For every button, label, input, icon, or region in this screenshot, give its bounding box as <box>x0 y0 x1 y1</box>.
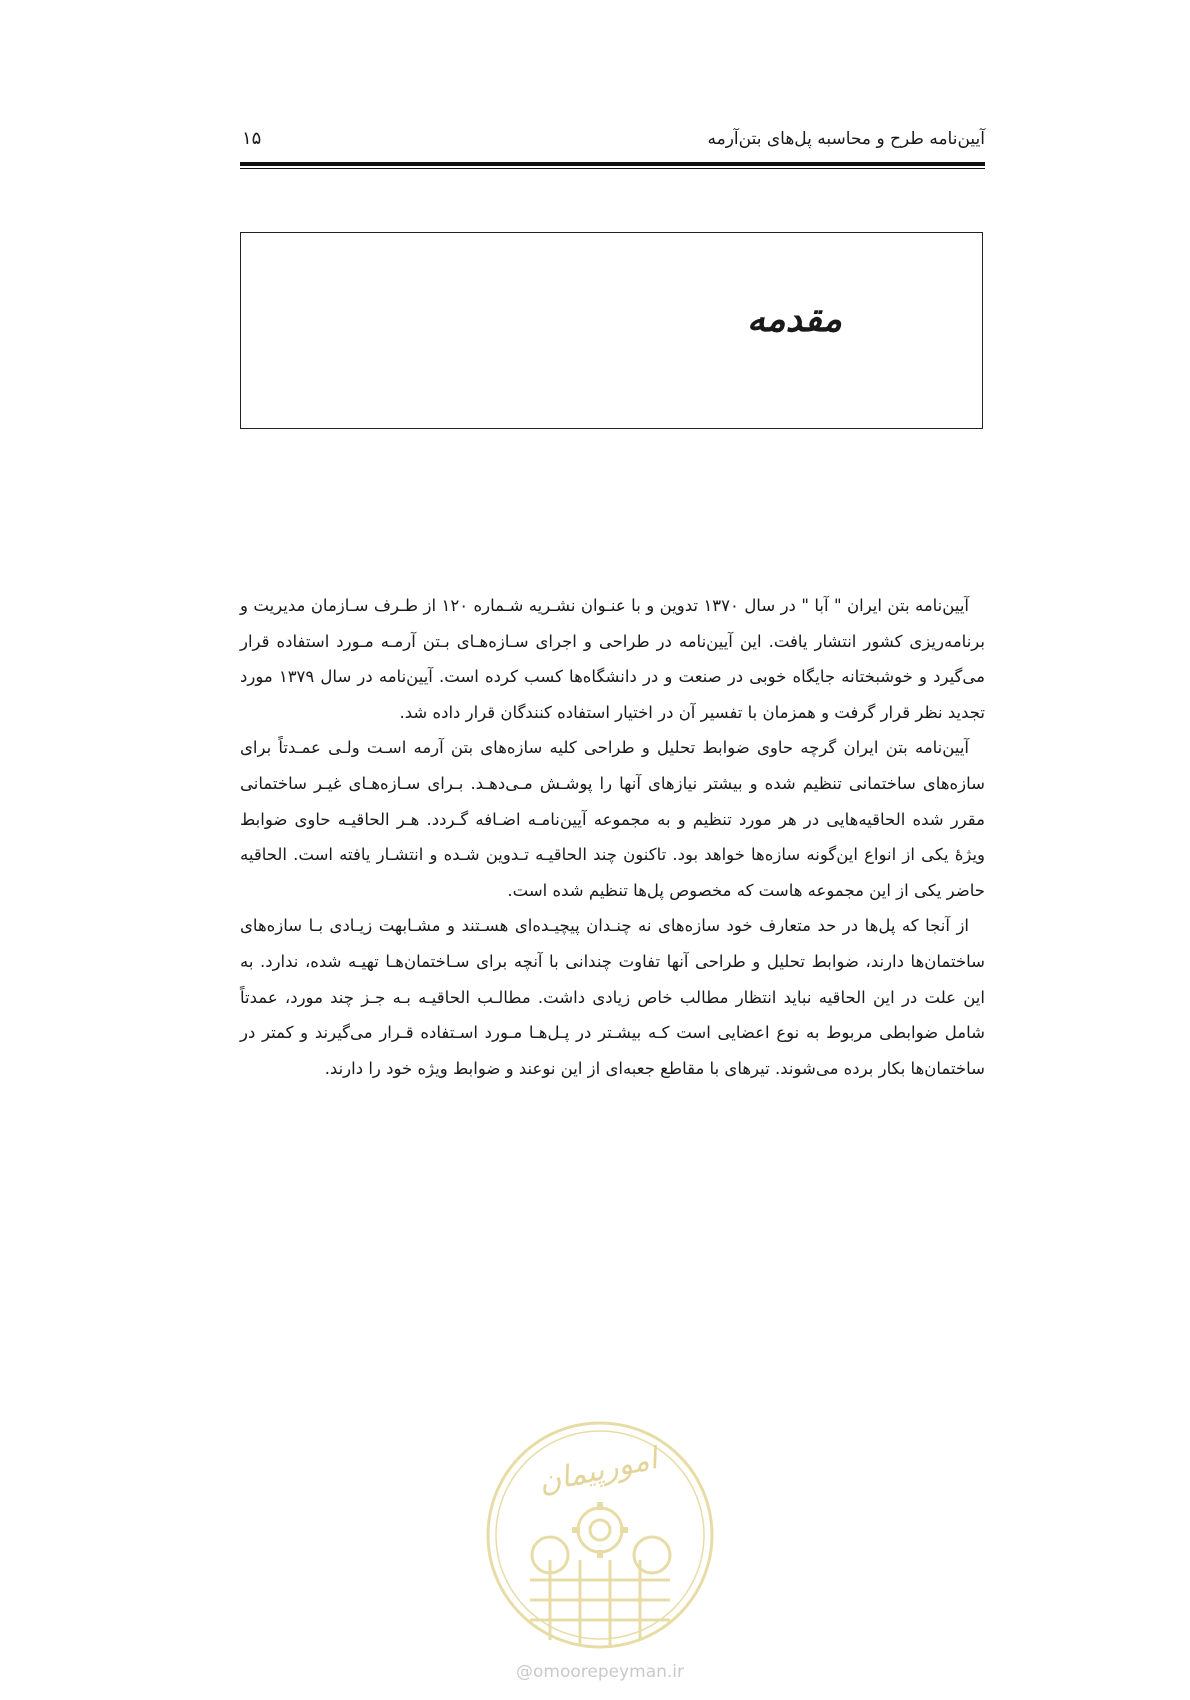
section-title: مقدمه <box>747 298 842 340</box>
paragraph: آیین‌نامه بتن ایران " آبا " در سال ۱۳۷۰ تدوین و با عنـوان نشـریه شـماره ۱۲۰ از طـرف سـازمان مدیریت و برنامه‌ریزی کشور انتشار یافت. این آیین‌نامه در طراحی و اجرای سـازه‌هـای بـتن آرمـه مـورد استفاده قرار می‌گیرد و خوشبختانه جایگاه خوبی در صنعت و در دانشگاه‌ها کسب کرده است. آیین‌نامه در سال ۱۳۷۹ مورد تجدید نظر قرار گرفت و همزمان با تفسیر آن در اختیار استفاده کنندگان قرار داده شد. <box>240 596 985 722</box>
paragraph: از آنجا که پل‌ها در حد متعارف خود سازه‌های نه چنـدان پیچیـده‌ای هسـتند و مشـابهت زیـادی بـا سازه‌های ساختمان‌ها دارند، ضوابط تحلیل و طراحی آنها تفاوت چندانی با آنچه برای سـاختمان‌هـا تهیـه شده، ندارد. به این علت در این الحاقیه نباید انتظار مطالب خاص زیادی داشت. مطالـب الحاقیـه بـه جـز چند مورد، عمدتاً شامل ضوابطی مربوط به نوع اعضایی است کـه بیشـتر در پـل‌هـا مـورد اسـتفاده قـرار می‌گیرند و کمتر در ساختمان‌ها بکار برده می‌شوند. تیرهای با مقاطع جعبه‌ای از این نوعند و ضوابط ویژه خود را دارند. <box>240 916 985 1078</box>
running-header-title: آیین‌نامه طرح و محاسبه پل‌های بتن‌آرمه <box>707 129 985 149</box>
paragraph: آیین‌نامه بتن ایران گرچه حاوی ضوابط تحلیل و طراحی کلیه سازه‌های بتن آرمه اسـت ولـی عمـدتاً برای سازه‌های ساختمانی تنظیم شده و بیشتر نیازهای آنها را پوشـش مـی‌دهـد. بـرای سـازه‌هـای غیـر ساختمانی مقرر شده الحاقیه‌هایی در هر مورد تنظیم و به مجموعه آیین‌نامـه اضـافه گـردد. هـر الحاقیـه حاوی ضوابط ویژهٔ یکی از انواع این‌گونه سازه‌ها خواهد بود. تاکنون چند الحاقیـه تـدوین شـده و انتشـار یافته است. الحاقیه حاضر یکی از این مجموعه هاست که مخصوص پل‌ها تنظیم شده است. <box>240 738 985 900</box>
seal-logo-icon <box>480 1410 720 1660</box>
header-rule-thin <box>240 168 985 169</box>
watermark-seal <box>480 1410 720 1700</box>
section-title-box <box>240 232 983 429</box>
watermark-caption: @omoorepeyman.ir <box>515 1662 685 1682</box>
running-header <box>240 126 985 156</box>
header-rule <box>240 162 985 166</box>
page-number: ۱۵ <box>242 128 262 149</box>
body-text <box>240 588 985 1086</box>
seal-lettering: امورپیمان <box>535 1441 661 1501</box>
